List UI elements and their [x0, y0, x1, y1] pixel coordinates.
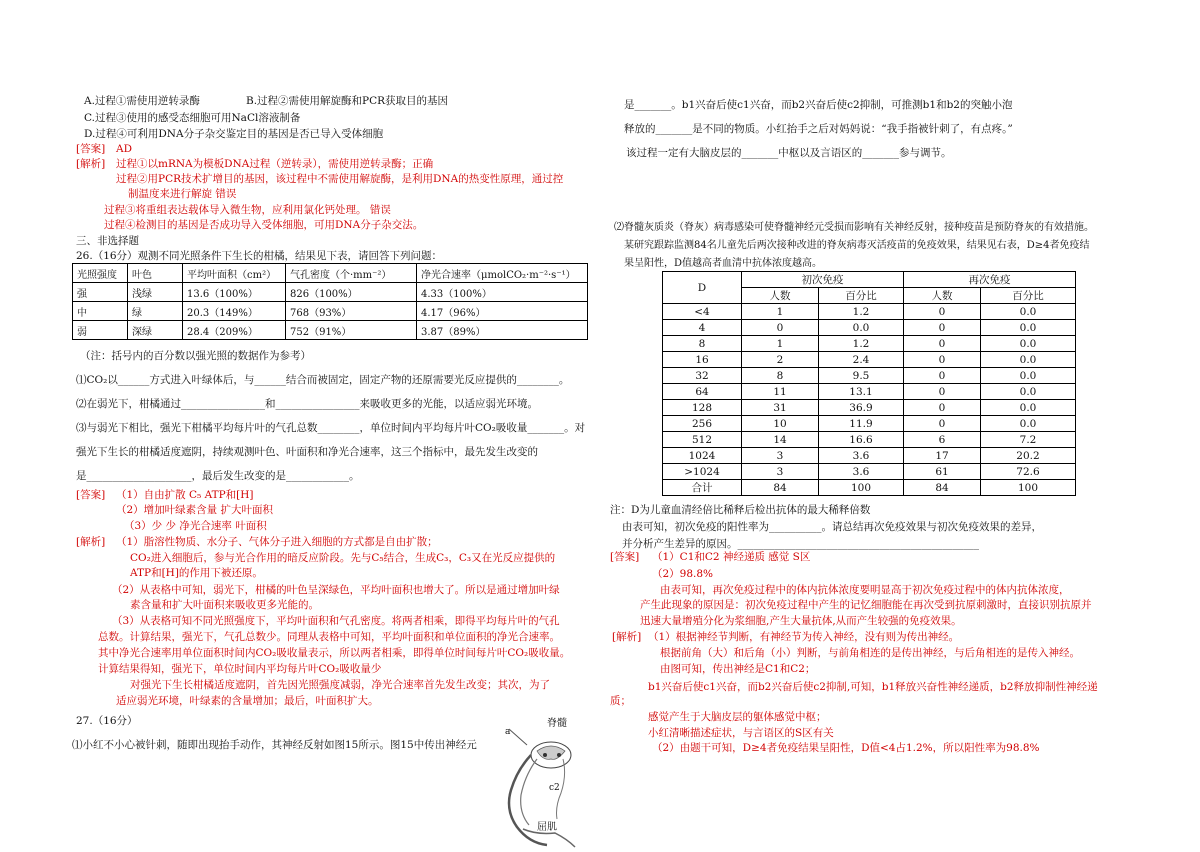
- section-heading: 三、非选择题: [76, 235, 139, 247]
- table-row: [663, 416, 1076, 432]
- table-cell: 浅绿: [128, 283, 183, 302]
- table-cell: 0.0: [981, 416, 1076, 432]
- sub-question-3: ⑶与弱光下相比，强光下柑橘平均每片叶的气孔总数________，单位时间内平均每片叶CO₂吸收量_______。对: [76, 422, 586, 434]
- table-row: [663, 448, 1076, 464]
- table-cell: 深绿: [128, 321, 183, 340]
- table-cell: 31: [742, 400, 819, 416]
- table-cell: 72.6: [981, 464, 1076, 480]
- table-header: 百分比: [981, 288, 1076, 304]
- table-row: [73, 321, 588, 340]
- table-cell: 16: [663, 352, 742, 368]
- table-header: 净光合速率（μmolCO₂·m⁻²·s⁻¹）: [417, 264, 588, 283]
- option-b: B.过程②需使用解旋酶和PCR获取目的基因: [246, 95, 449, 107]
- table-cell: 28.4（209%）: [183, 321, 286, 340]
- table-cell: 4.17（96%）: [417, 302, 588, 321]
- table-cell: 0: [904, 416, 981, 432]
- table-cell: 0.0: [819, 320, 904, 336]
- table-cell: 61: [904, 464, 981, 480]
- explanation-line: 由图可知，传出神经是C1和C2；: [660, 663, 816, 675]
- explanation-label: [解析]: [76, 158, 106, 170]
- table-row: [663, 304, 1076, 320]
- question-27-part-2: 由表可知，初次免疫的阳性率为__________。请总结再次免疫效果与初次免疫效果的差异，: [622, 521, 1042, 533]
- table-row: [73, 283, 588, 302]
- table-cell: 8: [742, 368, 819, 384]
- explanation-line: 质；: [610, 695, 631, 707]
- explanation-line: 对强光下生长柑橘适度遮阴，首先因光照强度减弱，净光合速率首先发生改变；其次，为了: [130, 679, 550, 691]
- explanation-line: 制温度来进行解旋 错误: [128, 188, 237, 200]
- table-cell: 3.6: [819, 448, 904, 464]
- table-header: 人数: [904, 288, 981, 304]
- table-cell: 100: [981, 480, 1076, 496]
- table-header: 光照强度: [73, 264, 128, 283]
- option-c: C.过程③使用的感受态细胞可用NaCl溶液制备: [84, 112, 301, 124]
- table-cell: 3.6: [819, 464, 904, 480]
- explanation-line: （2）从表格中可知，弱光下，柑橘的叶色呈深绿色，平均叶面积也增大了。所以是通过增加叶绿: [112, 584, 560, 596]
- table-cell: 256: [663, 416, 742, 432]
- table-cell: 1.2: [819, 336, 904, 352]
- table-header: 人数: [742, 288, 819, 304]
- figure-label-spinal-cord: 脊髓: [547, 718, 567, 729]
- table-cell: 32: [663, 368, 742, 384]
- table-cell: 36.9: [819, 400, 904, 416]
- explanation-line: 适应弱光环境，叶绿素的含量增加；最后，叶面积扩大。: [116, 695, 379, 707]
- table-row: [73, 302, 588, 321]
- table-cell: 826（100%）: [286, 283, 417, 302]
- table-cell: 0: [904, 320, 981, 336]
- table-cell: 0: [904, 368, 981, 384]
- answer-label: [答案]: [610, 551, 640, 563]
- table-cell: 512: [663, 432, 742, 448]
- table-header: 叶色: [128, 264, 183, 283]
- table-cell: 1024: [663, 448, 742, 464]
- explanation-line: 过程②用PCR技术扩增目的基因，该过程中不需使用解旋酶，是利用DNA的热变性原理，通过控: [116, 173, 564, 185]
- table-cell: 1.2: [819, 304, 904, 320]
- explanation-label: [解析]: [76, 536, 106, 548]
- table-cell: 4.33（100%）: [417, 283, 588, 302]
- table-cell: 9.5: [819, 368, 904, 384]
- table-cell: 4: [663, 320, 742, 336]
- table-header-first: 初次免疫: [742, 272, 904, 288]
- explanation-line: 素含量和扩大叶面积来吸收更多光能的。: [130, 599, 319, 611]
- option-d: D.过程④可利用DNA分子杂交鉴定目的基因是否已导入受体细胞: [84, 128, 384, 140]
- explanation-line: 过程③将重组表达载体导入微生物，应利用氯化钙处理。 错误: [104, 204, 391, 216]
- table-header-second: 再次免疫: [904, 272, 1076, 288]
- table-cell: 0.0: [981, 336, 1076, 352]
- explanation-line: （1）脂溶性物质、水分子、气体分子进入细胞的方式都是自由扩散；: [116, 536, 438, 548]
- table-row: [663, 464, 1076, 480]
- table-cell: 0.0: [981, 384, 1076, 400]
- answer-line: （2）98.8%: [652, 568, 714, 580]
- table-cell: 128: [663, 400, 742, 416]
- option-a: A.过程①需使用逆转录酶: [84, 95, 200, 107]
- table-cell: 64: [663, 384, 742, 400]
- table-cell: 7.2: [981, 432, 1076, 448]
- table-cell: 0.0: [981, 368, 1076, 384]
- table-cell: 1: [742, 336, 819, 352]
- table-row: [663, 352, 1076, 368]
- answer-value: AD: [116, 143, 133, 155]
- table-cell: 11: [742, 384, 819, 400]
- table-cell: 13.1: [819, 384, 904, 400]
- table-cell: 0: [904, 336, 981, 352]
- sub-question-1: ⑴CO₂以______方式进入叶绿体后，与______结合而被固定，固定产物的还原需要光反应提供的________。: [76, 374, 570, 386]
- question-27: 27.（16分）: [76, 715, 138, 727]
- table-cell: 2.4: [819, 352, 904, 368]
- table-cell: 绿: [128, 302, 183, 321]
- table-cell: 弱: [73, 321, 128, 340]
- table-cell: 20.3（149%）: [183, 302, 286, 321]
- table-cell: 11.9: [819, 416, 904, 432]
- table-header: 平均叶面积（cm²）: [183, 264, 286, 283]
- question-26: 26.（16分）观测不同光照条件下生长的柑橘，结果见下表，请回答下列问题：: [76, 250, 443, 262]
- question-27-continued: 该过程一定有大脑皮层的_______中枢以及言语区的_______参与调节。: [626, 147, 952, 159]
- table-cell: 0.0: [981, 320, 1076, 336]
- reflex-arc-figure: [497, 715, 597, 849]
- table-note: 注：D为儿童血清经倍比稀释后检出抗体的最大稀释倍数: [610, 504, 871, 516]
- table-note: （注：括号内的百分数以强光照的数据作为参考）: [80, 350, 311, 362]
- figure-label-flexor: 屈肌: [537, 822, 557, 833]
- answer-line: 迅速大量增殖分化为浆细胞,产生大量抗体,从而产生较强的免疫效果。: [640, 615, 962, 627]
- table-row: [663, 480, 1076, 496]
- table-cell: 17: [904, 448, 981, 464]
- table-cell: 100: [819, 480, 904, 496]
- question-27-part-2: 并分析产生差异的原因。______________________________________________: [622, 538, 979, 550]
- answer-label: [答案]: [76, 489, 106, 501]
- table-cell: 0.0: [981, 304, 1076, 320]
- answer-label: [答案]: [76, 143, 106, 155]
- table-cell: 84: [904, 480, 981, 496]
- answer-line: 由表可知，再次免疫过程中的体内抗体浓度要明显高于初次免疫过程中的体内抗体浓度，: [660, 584, 1070, 596]
- answer-line: （1）C1和C2 神经递质 感觉 S区: [652, 551, 811, 563]
- answer-line: （1）自由扩散 C₅ ATP和[H]: [116, 489, 254, 501]
- table-header: 气孔密度（个·mm⁻²）: [286, 264, 417, 283]
- figure-label-a: a: [505, 727, 511, 737]
- explanation-line: b1兴奋后使c1兴奋，而b2兴奋后使c2抑制,可知，b1释放兴奋性神经递质，b2释放抑制性神经递: [648, 681, 1098, 693]
- table-row: [663, 368, 1076, 384]
- explanation-line: 其中净光合速率用单位面积时间内CO₂吸收量表示，所以两者相乘，即得单位时间每片叶CO₂吸收量。: [98, 647, 571, 659]
- table-row: [663, 400, 1076, 416]
- table-cell: 20.2: [981, 448, 1076, 464]
- light-table: [72, 263, 588, 340]
- table-cell: 0: [742, 320, 819, 336]
- question-27-part-2: ⑵脊髓灰质炎（脊灰）病毒感染可使脊髓神经元受损而影响有关神经反射，接种疫苗是预防脊灰的有效措施。: [614, 222, 1094, 233]
- table-cell: 强: [73, 283, 128, 302]
- table-header-d: D: [663, 272, 742, 304]
- table-cell: 752（91%）: [286, 321, 417, 340]
- table-header-row: [663, 272, 1076, 288]
- explanation-line: （3）从表格可知不同光照强度下，平均叶面积和气孔密度。将两者相乘，即得平均每片叶的气孔: [112, 615, 560, 627]
- sub-question-3: 强光下生长的柑橘适度遮阴，持续观测叶色、叶面积和净光合速率，这三个指标中，最先发生改变的: [76, 446, 538, 458]
- question-27-part-1: ⑴小红不小心被针刺，随即出现抬手动作，其神经反射如图15所示。图15中传出神经元: [72, 739, 477, 751]
- table-cell: 1: [742, 304, 819, 320]
- table-cell: 768（93%）: [286, 302, 417, 321]
- table-cell: 0: [904, 400, 981, 416]
- table-cell: 10: [742, 416, 819, 432]
- table-cell: 0.0: [981, 352, 1076, 368]
- answer-line: （2）增加叶绿素含量 扩大叶面积: [116, 504, 274, 516]
- table-cell: 14: [742, 432, 819, 448]
- sub-question-3: 是____________________，最后发生改变的是____________。: [76, 470, 360, 482]
- table-row: [663, 336, 1076, 352]
- table-cell: 3: [742, 448, 819, 464]
- table-cell: >1024: [663, 464, 742, 480]
- table-cell: 13.6（100%）: [183, 283, 286, 302]
- table-row: [663, 432, 1076, 448]
- explanation-line: 总数。计算结果，强光下，气孔总数少。同理从表格中可知，平均叶面积和单位面积的净光合速率。: [98, 631, 560, 643]
- table-cell: <4: [663, 304, 742, 320]
- vaccine-table: [662, 271, 1076, 496]
- explanation-line: 小红清晰描述症状，与言语区的S区有关: [648, 727, 834, 739]
- explanation-line: 过程①以mRNA为模板DNA过程（逆转录），需使用逆转录酶；正确: [116, 158, 434, 170]
- table-cell: 84: [742, 480, 819, 496]
- explanation-line: 计算结果得知，强光下，单位时间内平均每片叶CO₂吸收量少: [98, 663, 382, 675]
- table-header-row: [73, 264, 588, 283]
- table-cell: 合计: [663, 480, 742, 496]
- question-27-continued: 是_______。b1兴奋后使c1兴奋，而b2兴奋后使c2抑制，可推测b1和b2的突触小泡: [624, 99, 1013, 111]
- question-27-part-2: 果呈阳性，D值越高者血清中抗体浓度越高。: [624, 258, 823, 269]
- table-cell: 0.0: [981, 400, 1076, 416]
- explanation-line: ATP和[H]的作用下被还原。: [130, 567, 263, 579]
- figure-label-c2: c2: [549, 783, 560, 793]
- explanation-line: （1）根据神经节判断，有神经节为传入神经，没有则为传出神经。: [648, 631, 960, 643]
- vaccine-table-body: [663, 304, 1076, 496]
- table-header: 百分比: [819, 288, 904, 304]
- table-cell: 8: [663, 336, 742, 352]
- table-cell: 16.6: [819, 432, 904, 448]
- table-cell: 中: [73, 302, 128, 321]
- question-27-part-2: 某研究跟踪监测84名儿童先后两次接种改进的脊灰病毒灭活疫苗的免疫效果，结果见右表，D≥4者免疫结: [624, 240, 1090, 251]
- table-cell: 0: [904, 304, 981, 320]
- explanation-label: [解析]: [612, 631, 642, 643]
- explanation-line: 根据前角（大）和后角（小）判断，与前角相连的是传出神经，与后角相连的是传入神经。: [660, 647, 1080, 659]
- explanation-line: 感觉产生于大脑皮层的躯体感觉中枢；: [648, 711, 827, 723]
- answer-line: 产生此现象的原因是：初次免疫过程中产生的记忆细胞能在再次受到抗原刺激时，直接识别抗原并: [640, 599, 1092, 611]
- table-row: [663, 320, 1076, 336]
- explanation-line: （2）由题干可知，D≥4者免疫结果呈阳性，D值<4占1.2%，所以阳性率为98.8%: [652, 742, 1040, 754]
- table-cell: 2: [742, 352, 819, 368]
- answer-line: （3）少 少 净光合速率 叶面积: [124, 520, 267, 532]
- table-cell: 6: [904, 432, 981, 448]
- sub-question-2: ⑵在弱光下，柑橘通过________________和________________来吸收更多的光能，以适应弱光环境。: [76, 398, 538, 410]
- explanation-line: 过程④检测目的基因是否成功导入受体细胞，可用DNA分子杂交法。: [104, 219, 424, 231]
- table-cell: 3.87（89%）: [417, 321, 588, 340]
- table-row: [663, 384, 1076, 400]
- question-27-continued: 释放的_______是不同的物质。小红抬手之后对妈妈说：“我手指被针刺了，有点疼。”: [624, 123, 1013, 135]
- table-cell: 0: [904, 352, 981, 368]
- table-cell: 0: [904, 384, 981, 400]
- explanation-line: CO₂进入细胞后，参与光合作用的暗反应阶段。先与C₅结合，生成C₃，C₃又在光反应提供的: [130, 552, 556, 564]
- table-cell: 3: [742, 464, 819, 480]
